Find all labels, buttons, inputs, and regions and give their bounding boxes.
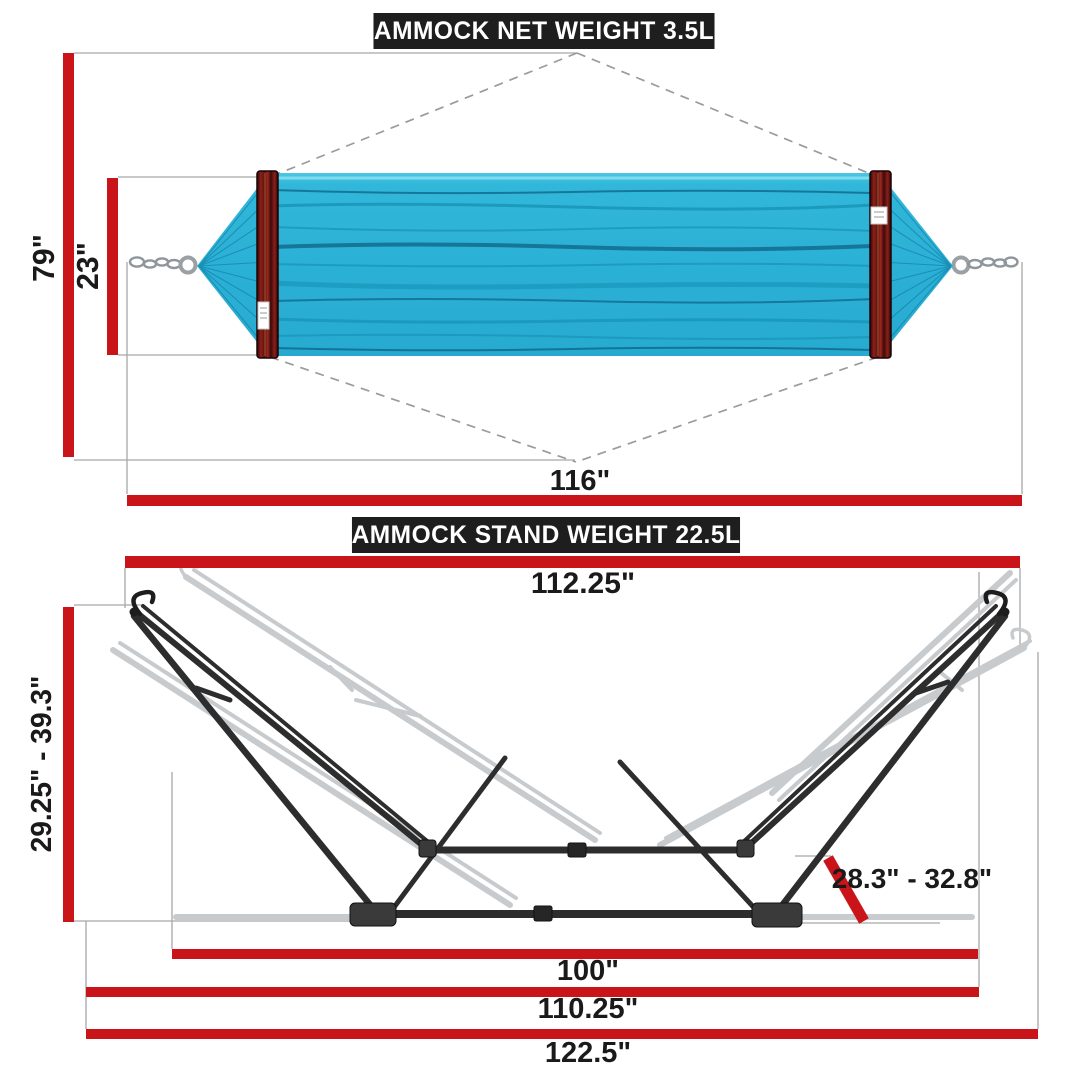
dimension-bar-23 [107,178,118,355]
hammock-bed [270,173,874,356]
stand-weight-badge: HAMMOCK STAND WEIGHT 22.5LB [352,517,740,553]
care-tag-left [258,302,269,329]
dimension-bar-height-range [63,607,74,922]
dimension-label-116: 116" [549,464,611,497]
hammock-chain-right [954,258,1018,273]
dimension-label-112: 112.25" [530,567,636,600]
dimension-label-79: 79" [26,234,61,282]
dimension-label-23: 23" [70,242,105,290]
hammock-chain-left [130,257,196,272]
dimension-label-strut-range: 28.3" - 32.8" [831,863,993,894]
net-weight-badge: HAMMOCK NET WEIGHT 3.5LB [373,13,714,49]
stand-foot-left [350,903,396,926]
dimension-label-100: 100" [556,954,620,987]
care-tag-right [871,207,887,224]
dimension-label-height-range: 29.25" - 39.3" [25,675,58,853]
dimension-label-110: 110.25" [537,992,639,1025]
hammock-illustration [130,171,1018,358]
dimension-label-122: 122.5" [544,1036,632,1069]
stand-foot-right [752,903,802,927]
